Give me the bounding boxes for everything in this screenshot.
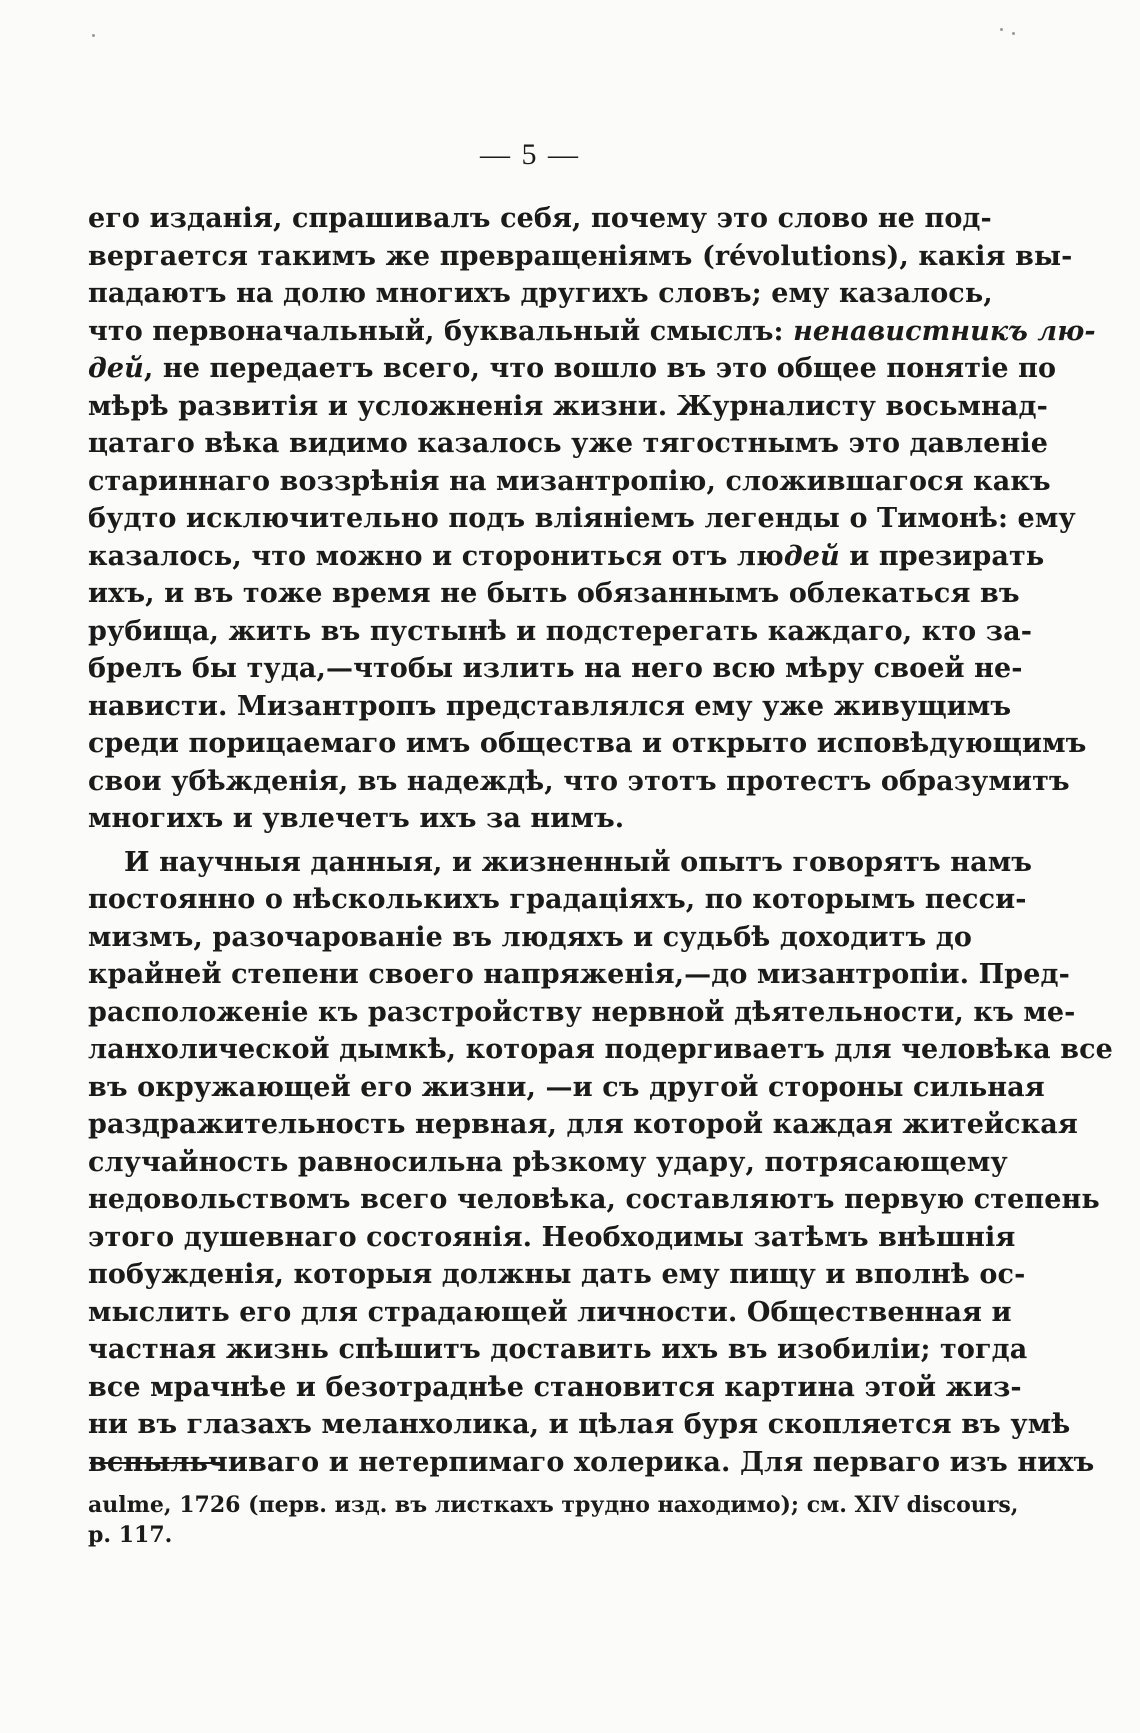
- text-line: вспыльчиваго и нетерпимаго холерика. Для перваго изъ нихъ: [88, 1446, 1095, 1478]
- text-line: И научныя данныя, и жизненный опытъ говорятъ намъ: [124, 846, 1033, 878]
- paper-speck: [92, 34, 95, 37]
- text-line: мѣрѣ развитія и усложненія жизни. Журналисту восьмнад-: [88, 390, 1048, 422]
- text-line: среди порицаемаго имъ общества и открыто исповѣдующимъ: [88, 728, 1087, 759]
- text-line: ихъ, и въ тоже время не быть обязаннымъ облекаться въ: [88, 578, 1020, 609]
- page-number: — 5 —: [480, 138, 580, 171]
- footnotes: [88, 1490, 1019, 1550]
- text-line: мыслить его для страдающей личности. Общественная и: [88, 1296, 1012, 1328]
- text-line: падаютъ на долю многихъ другихъ словъ; ему казалось,: [88, 278, 993, 309]
- paper-speck: [1000, 28, 1003, 31]
- text-line: ни въ глазахъ меланхолика, и цѣлая буря скопляется въ умѣ: [88, 1409, 1071, 1440]
- text-line: раздражительность нервная, для которой каждая житейская: [88, 1109, 1078, 1140]
- text-line: вергается такимъ же превращеніямъ (révolutions), какія вы-: [88, 240, 1073, 272]
- paragraph-2: [88, 844, 1113, 1482]
- paragraph-1: [88, 200, 1096, 838]
- text-line: казалось, что можно и сторониться отъ людей и презирать: [88, 540, 1045, 572]
- italic-phrase: дей: [783, 540, 840, 572]
- text-line: стариннаго воззрѣнія на мизантропію, сложившагося какъ: [88, 465, 1051, 497]
- text-line: брелъ бы туда,—чтобы излить на него всю мѣру своей не-: [88, 653, 1023, 684]
- text-line: постоянно о нѣсколькихъ градаціяхъ, по которымъ песси-: [88, 884, 1027, 915]
- text-line: будто исключительно подъ вліяніемъ легенды о Тимонѣ: ему: [88, 503, 1076, 534]
- text-line: случайность равносильна рѣзкому удару, потрясающему: [88, 1146, 1008, 1178]
- italic-phrase: ненавистникъ лю-: [793, 315, 1096, 347]
- text-line: цатаго вѣка видимо казалось уже тягостнымъ это давленіе: [88, 428, 1049, 459]
- text-line: ланхолической дымкѣ, которая подергиваетъ для человѣка все: [88, 1034, 1113, 1065]
- text-line: его изданія, спрашивалъ себя, почему это слово не под-: [88, 203, 992, 234]
- text-line: частная жизнь спѣшитъ доставить ихъ въ изобиліи; тогда: [88, 1334, 1028, 1365]
- text-line: все мрачнѣе и безотраднѣе становится картина этой жиз-: [88, 1371, 1022, 1403]
- text-line: этого душевнаго состоянія. Необходимы затѣмъ внѣшнія: [88, 1221, 1016, 1253]
- text-line: что первоначальный, буквальный смыслъ: ненавистникъ лю-: [88, 315, 1096, 347]
- text-line: въ окружающей его жизни, —и съ другой стороны сильная: [88, 1071, 1045, 1103]
- text-line: крайней степени своего напряженія,—до мизантропіи. Пред-: [88, 959, 1070, 990]
- text-line: дей, не передаетъ всего, что вошло въ это общее понятіе по: [88, 353, 1057, 384]
- text-line: свои убѣжденія, въ надеждѣ, что этотъ протестъ образумитъ: [88, 765, 1070, 797]
- paper-speck: [1012, 32, 1015, 35]
- footnote-line: p. 117.: [88, 1522, 173, 1548]
- text-line: побужденія, которыя должны дать ему пищу и вполнѣ ос-: [88, 1259, 1026, 1290]
- text-line: недовольствомъ всего человѣка, составляютъ первую степень: [88, 1184, 1100, 1215]
- text-line: рубища, жить въ пустынѣ и подстерегать каждаго, кто за-: [88, 615, 1033, 647]
- footnote-rule: [90, 1462, 220, 1464]
- text-line: расположеніе къ разстройству нервной дѣятельности, къ ме-: [88, 996, 1076, 1028]
- footnote-line: aulme, 1726 (перв. изд. въ листкахъ трудно находимо); см. XIV discours,: [88, 1492, 1019, 1518]
- text-line: мизмъ, разочарованіе въ людяхъ и судьбѣ доходитъ до: [88, 921, 972, 953]
- text-line: нависти. Мизантропъ представлялся ему уже живущимъ: [88, 690, 1012, 722]
- text-line: многихъ и увлечетъ ихъ за нимъ.: [88, 803, 625, 834]
- italic-phrase: дей: [88, 353, 144, 384]
- body-text: [88, 200, 1113, 1481]
